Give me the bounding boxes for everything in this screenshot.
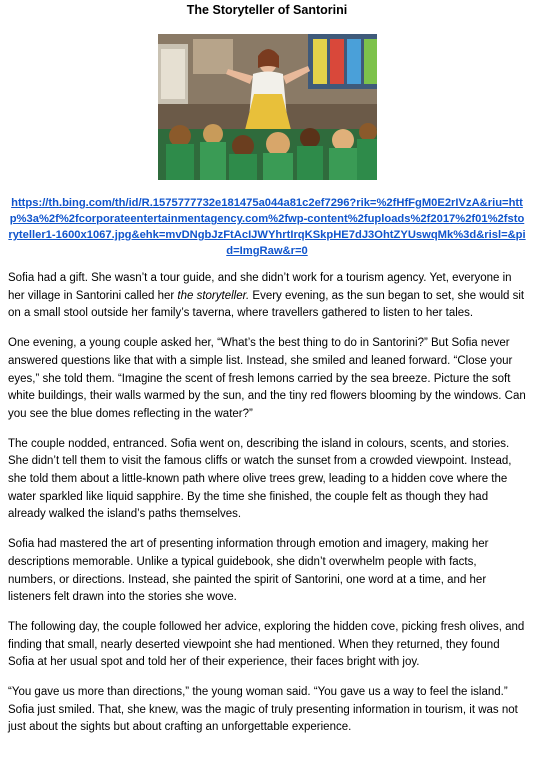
paragraph-3: The couple nodded, entranced. Sofia went on, describing the island in colours, scents, and stories. She didn’t tell them to visit the famous cliffs or watch the sunset from a crowded viewpoint. Instead, she told them about a little-known path where olive trees grew, leading to a hidden cove where the water sparkled like liquid sapphire. By the time she finished, the couple felt as though they had already walked the island’s paths themselves.	[8, 437, 512, 521]
document-title: The Storyteller of Santorini	[186, 3, 348, 17]
paragraph-4: Sofia had mastered the art of presenting information through emotion and imagery, making her descriptions memorable. Unlike a typical guidebook, she didn’t overwhelm people with facts, numbers, or directions. Instead, she painted the spirit of Santorini, one word at a time, and her listeners felt drawn into the stories she wove.	[8, 538, 489, 604]
emphasis-the-storyteller: the storyteller.	[177, 289, 250, 302]
paragraph-5: The following day, the couple followed her advice, exploring the hidden cove, picking fresh olives, and finding that small, nearly deserted viewpoint she had mentioned. When they returned, they found Sofia at her usual spot and told her of their experience, their faces bright with joy.	[8, 620, 525, 669]
paragraph-2: One evening, a young couple asked her, “What’s the best thing to do in Santorini?” But Sofia never answered questions like that with a simple list. Instead, she smiled and leaned forward. “Close your eyes,” she told them. “Imagine the scent of fresh lemons carried by the sea breeze. Picture the soft white buildings, their walls warmed by the sun, and the tiny red flowers blooming by the windows. Can you see the blue domes reflecting in the water?”	[8, 337, 526, 420]
paragraph-6: “You gave us more than directions,” the young woman said. “You gave us a way to feel the island.” Sofia just smiled. That, she knew, was the magic of truly presenting information in tourism, it was not just about the sights but about crafting an unforgettable experience.	[8, 686, 518, 734]
image-source-link[interactable]: https://th.bing.com/th/id/R.1575777732e181475a044a81c2ef7296?rik=%2fHfFgM0E2rIVzA&riu=http%3a%2f%2fcorporateentertainmentagency.com%2fwp-content%2fuploads%2f2017%2f01%2fstoryteller1-1600x1067.jpg&ehk=mvDNgbJzFtAcIJWYhrtIrqKSkpHE7dJ3OhtZYUswqMk%3d&risl=&pid=ImgRaw&r=0	[8, 197, 526, 257]
storyteller-photo	[158, 34, 377, 180]
paragraph-1: Sofia had a gift. She wasn’t a tour guide, and she didn’t work for a tourism agency. Yet, everyone in her village in Santorini called her the storyteller. Every evening, as the sun began to set, she would sit on a small stool outside her family’s taverna, where travellers gathered to listen to her tales.	[8, 272, 525, 320]
